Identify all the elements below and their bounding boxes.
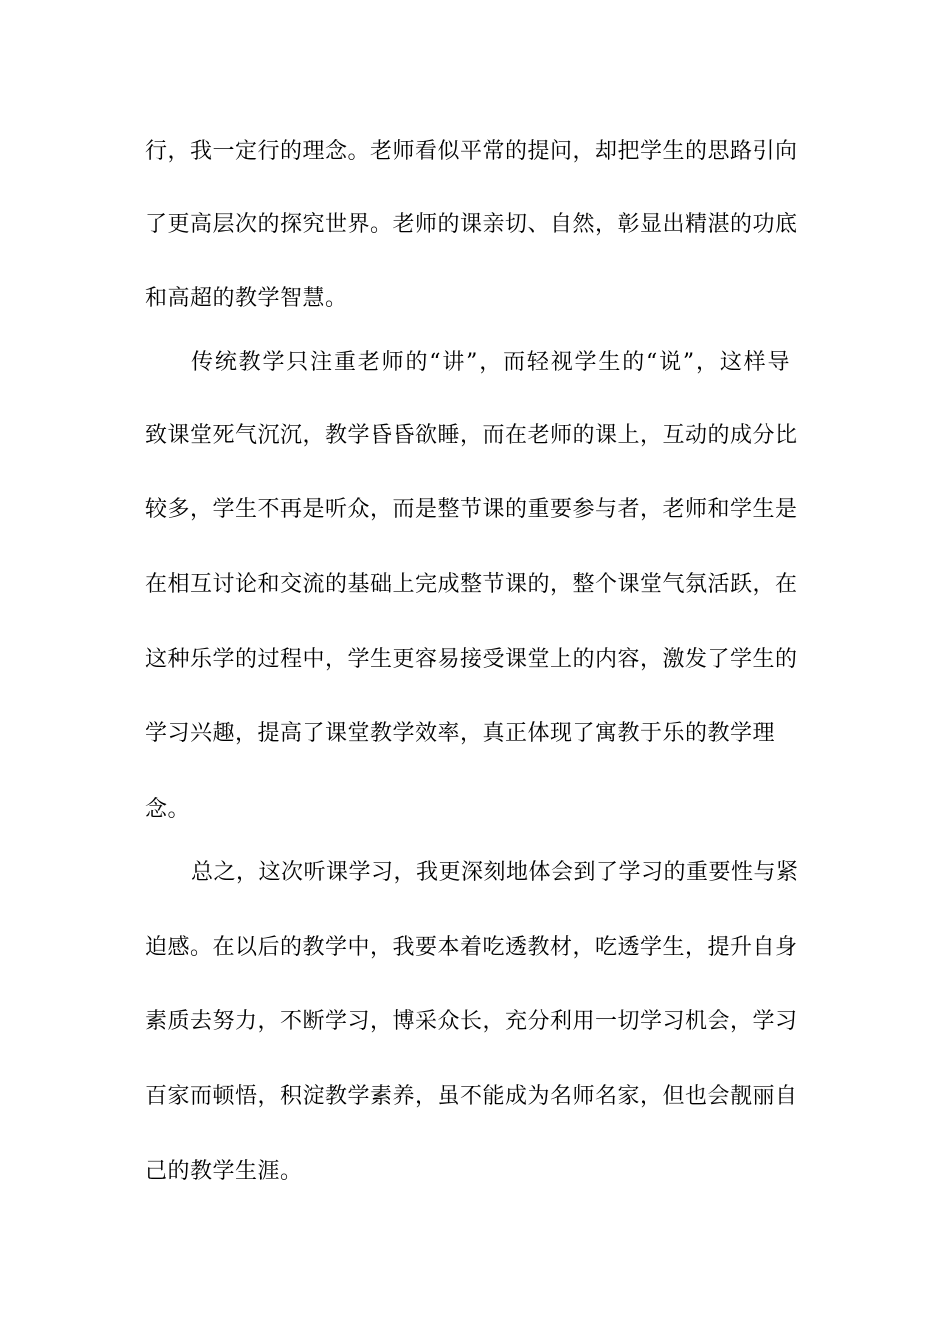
text-line: 了更高层次的探究世界。老师的课亲切、自然，彰显出精湛的功底 <box>145 212 798 237</box>
text-line: 迫感。在以后的教学中，我要本着吃透教材，吃透学生，提升自身 <box>145 935 798 960</box>
text-line: 百家而顿悟，积淀教学素养，虽不能成为名师名家，但也会靓丽自 <box>145 1084 798 1109</box>
text-line: 己的教学生涯。 <box>145 1159 303 1184</box>
text-line: 和高超的教学智慧。 <box>145 286 348 311</box>
text-line: 学习兴趣，提高了课堂教学效率，真正体现了寓教于乐的教学理 <box>145 721 776 746</box>
paragraph-first-line: 传统教学只注重老师的“讲”，而轻视学生的“说”，这样导 <box>191 350 790 375</box>
text-line: 念。 <box>145 797 191 822</box>
text-line: 在相互讨论和交流的基础上完成整节课的，整个课堂气氛活跃，在 <box>145 572 798 597</box>
text-line: 这种乐学的过程中，学生更容易接受课堂上的内容，激发了学生的 <box>145 647 798 672</box>
text-line: 致课堂死气沉沉，教学昏昏欲睡，而在老师的课上，互动的成分比 <box>145 423 798 448</box>
text-line: 行，我一定行的理念。老师看似平常的提问，却把学生的思路引向 <box>145 139 798 164</box>
paragraph-first-line: 总之，这次听课学习，我更深刻地体会到了学习的重要性与紧 <box>191 860 799 885</box>
text-line: 较多，学生不再是听众，而是整节课的重要参与者，老师和学生是 <box>145 497 798 522</box>
text-line: 素质去努力，不断学习，博采众长，充分利用一切学习机会，学习 <box>145 1009 798 1034</box>
